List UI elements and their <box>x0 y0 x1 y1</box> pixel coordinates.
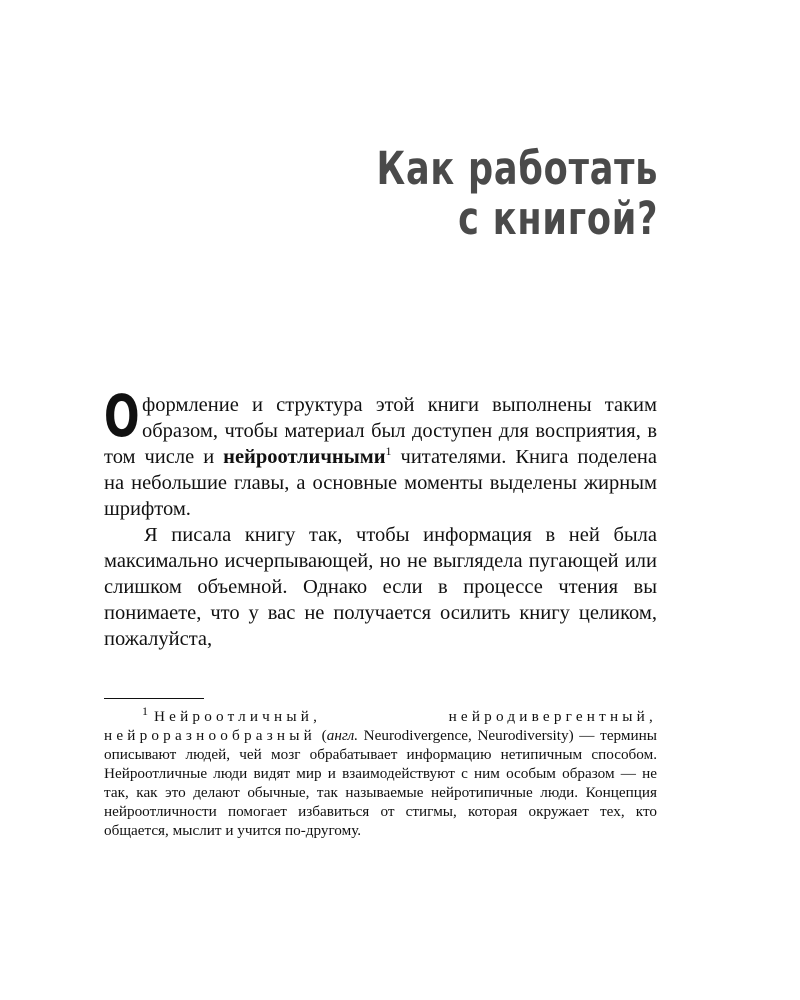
footnote-spaced-terms: Нейроотличный, нейродивергентный, нейроразнообразный <box>104 708 657 744</box>
footnote-reference: 1 <box>385 444 392 459</box>
paragraph-1-text-end: читателями. Книга поделена на небольшие главы, а основные моменты выделены жирным шрифтом. <box>104 446 657 520</box>
footnote-number: 1 <box>142 703 148 718</box>
footnote <box>104 703 657 840</box>
bold-term: нейроотличными <box>223 446 386 468</box>
chapter-heading-line-1: Как работать <box>376 142 658 195</box>
chapter-heading <box>376 144 658 244</box>
paragraph-1 <box>104 382 657 522</box>
footnote-paren-open: ( <box>315 727 327 744</box>
footnote-lang-abbr: англ. <box>326 727 358 744</box>
footnote-english-terms: Neurodivergence, Neurodiversity) <box>358 727 574 744</box>
paragraph-2: Я писала книгу так, чтобы информация в ней была максимально исчерпывающей, но не выглядела пугающей или слишком объемной. Однако если в процессе чтения вы понимаете, что у вас не получается осилить книгу целиком, пожалуйста, <box>104 524 657 650</box>
drop-cap: О <box>104 382 140 450</box>
footnote-text: — термины описывают людей, чей мозг обрабатывает информацию нетипичным способом. Нейроотличные люди видят мир и взаимодействуют с ним особым образом — не так, как это делают обычные, так называемые нейротипичные люди. Концепция нейроотличности помогает избавиться от стигмы, которая окружает тех, кто общается, мыслит и учится по-другому. <box>104 727 657 839</box>
body-text <box>104 382 657 652</box>
footnote-divider <box>104 698 204 699</box>
chapter-heading-line-2: с книгой? <box>457 192 658 245</box>
paragraph-1-text-start: формление и структура этой книги выполнены таким образом, чтобы материал был доступен для восприятия, в том числе и <box>104 394 657 468</box>
footnote-paragraph <box>104 703 657 840</box>
